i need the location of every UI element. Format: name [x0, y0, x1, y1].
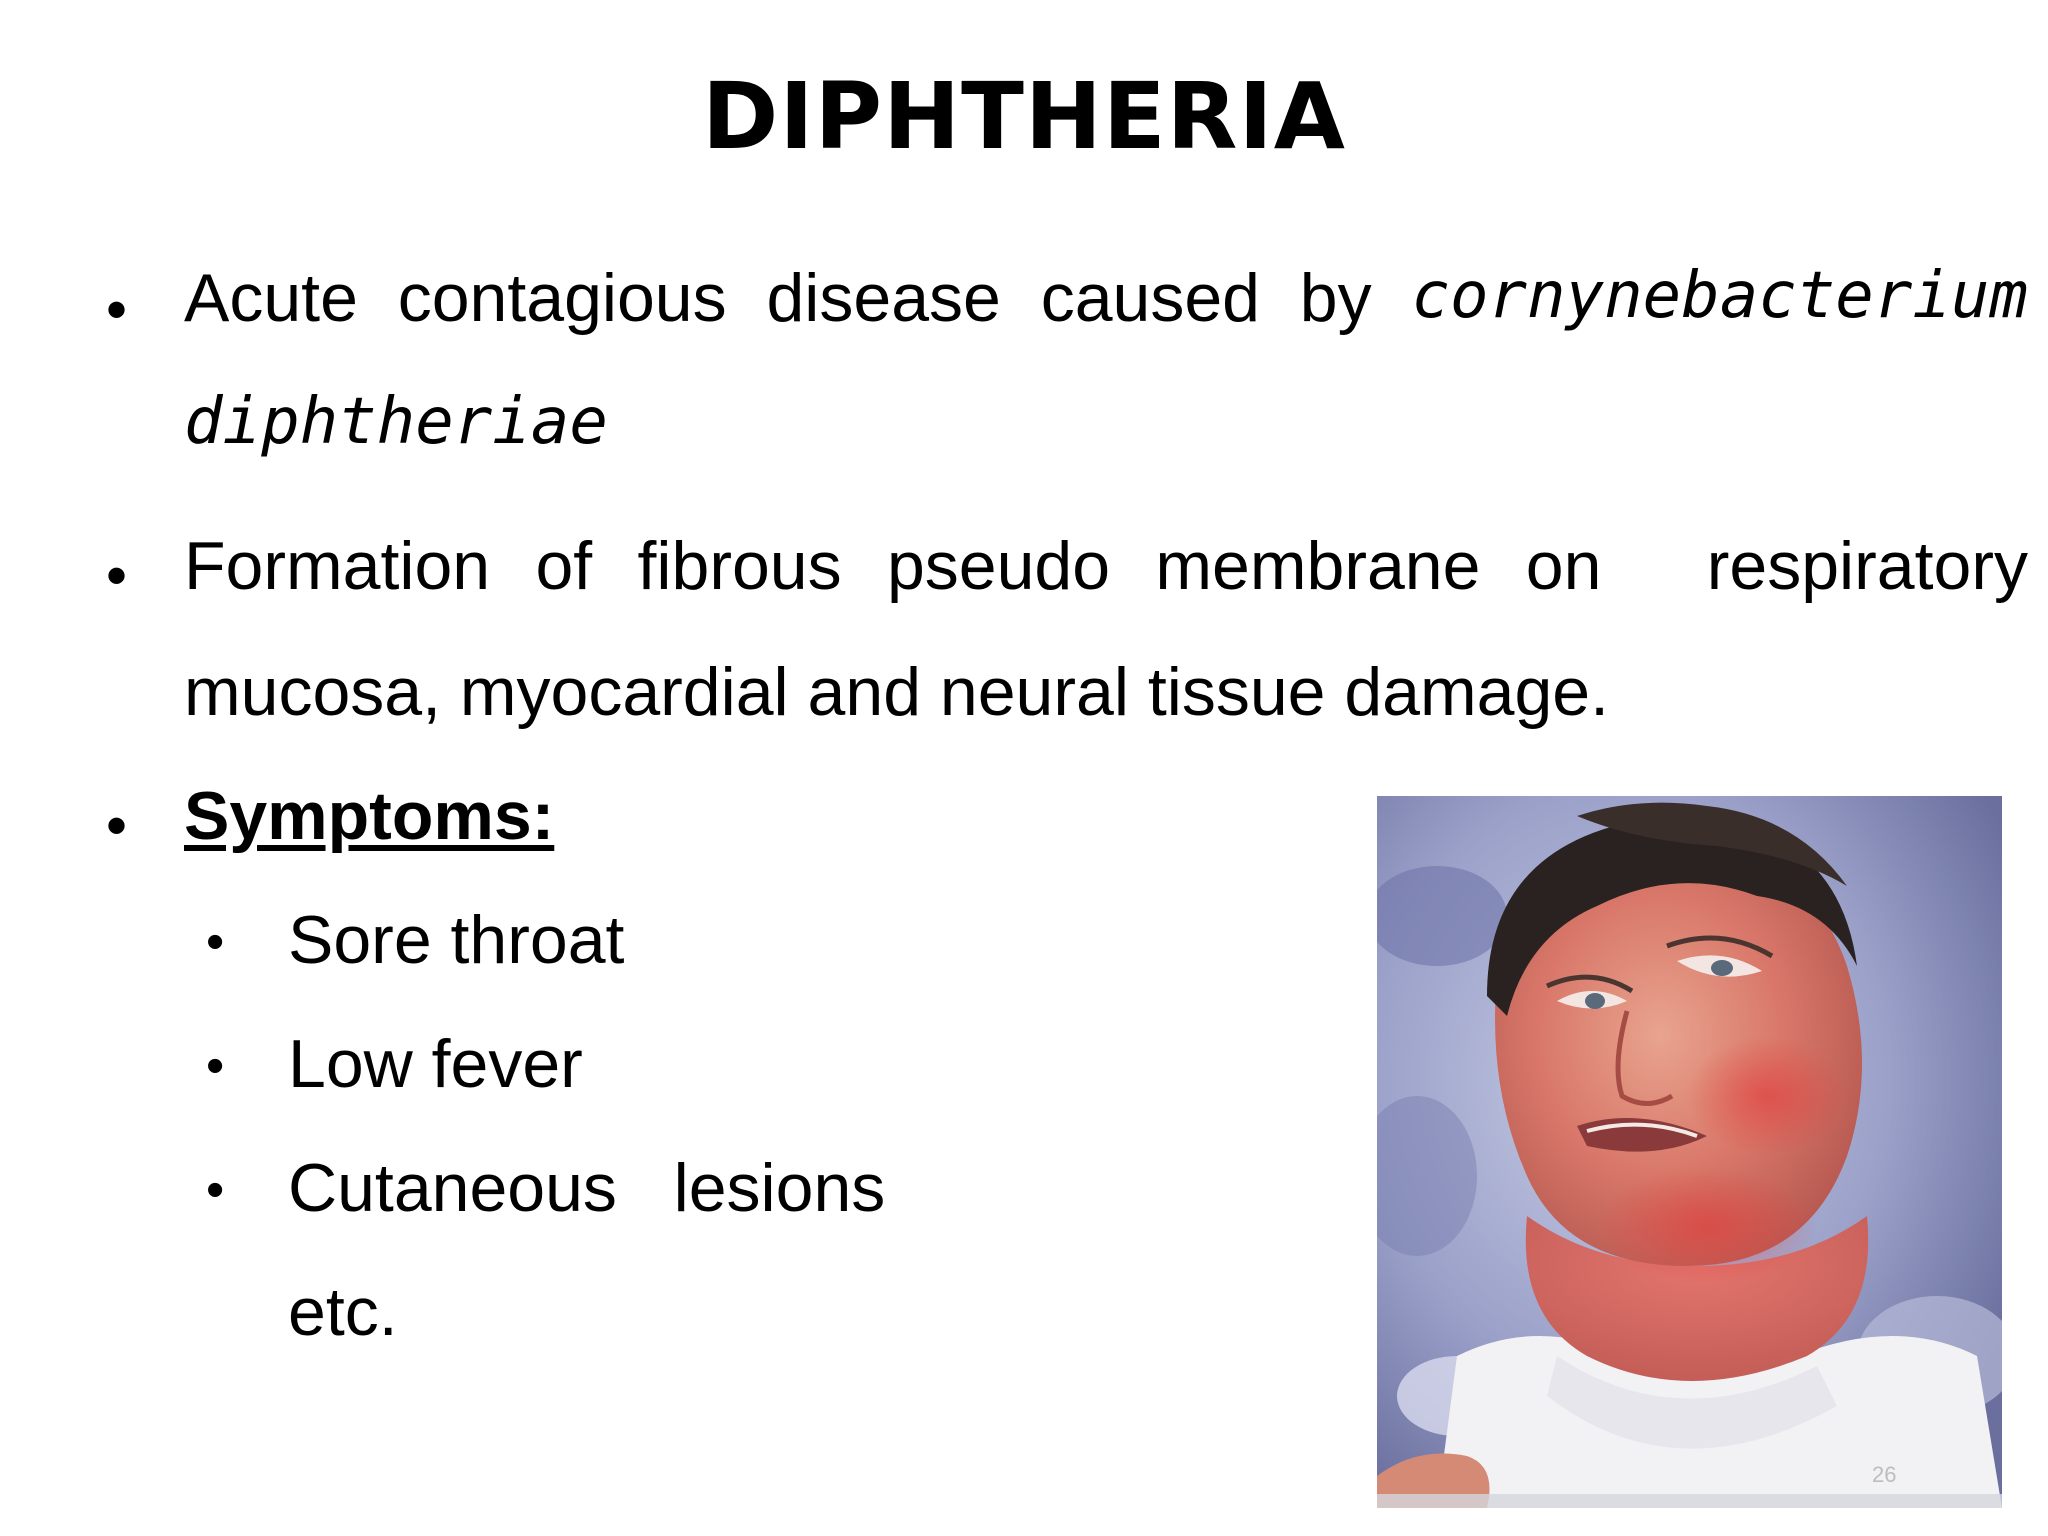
symptom-item: Sore throat — [288, 902, 625, 978]
symptoms-heading: Symptoms: — [184, 778, 555, 854]
diphtheria-patient-photo — [1377, 796, 2002, 1508]
sub-bullet-marker: • — [206, 1161, 225, 1219]
word: fibrous — [637, 528, 842, 604]
word: Acute — [184, 260, 358, 336]
bullet-2-line-1 — [184, 528, 2028, 604]
bullet-marker: • — [106, 792, 128, 859]
bullet-1-line-1 — [184, 259, 2028, 336]
bullet-2-line-2: mucosa, myocardial and neural tissue damage. — [184, 654, 1609, 730]
bullet-1-line-2: diphtheriae — [184, 385, 608, 459]
symptom-item: Cutaneous lesions — [288, 1150, 886, 1226]
bullet-marker: • — [106, 542, 128, 609]
slide-title: DIPHTHERIA — [702, 63, 1346, 170]
word: by — [1299, 260, 1372, 336]
sub-bullet-marker: • — [206, 1037, 225, 1095]
word: disease — [766, 260, 1001, 336]
page-number: 26 — [1872, 1462, 1897, 1487]
word: pseudo — [886, 528, 1111, 604]
word: of — [535, 528, 593, 604]
word: contagious — [397, 260, 727, 336]
symptom-item-continuation: etc. — [288, 1274, 398, 1350]
bullet-marker: • — [106, 276, 128, 343]
word: respiratory — [1706, 528, 2028, 604]
sub-bullet-marker: • — [206, 913, 225, 971]
word: Formation — [184, 528, 491, 604]
symptom-item: Low fever — [288, 1026, 583, 1102]
bacterium-genus-text: cornynebacterium — [1411, 259, 2028, 333]
word: membrane — [1155, 528, 1481, 604]
word: caused — [1040, 260, 1260, 336]
word: on — [1525, 528, 1602, 604]
